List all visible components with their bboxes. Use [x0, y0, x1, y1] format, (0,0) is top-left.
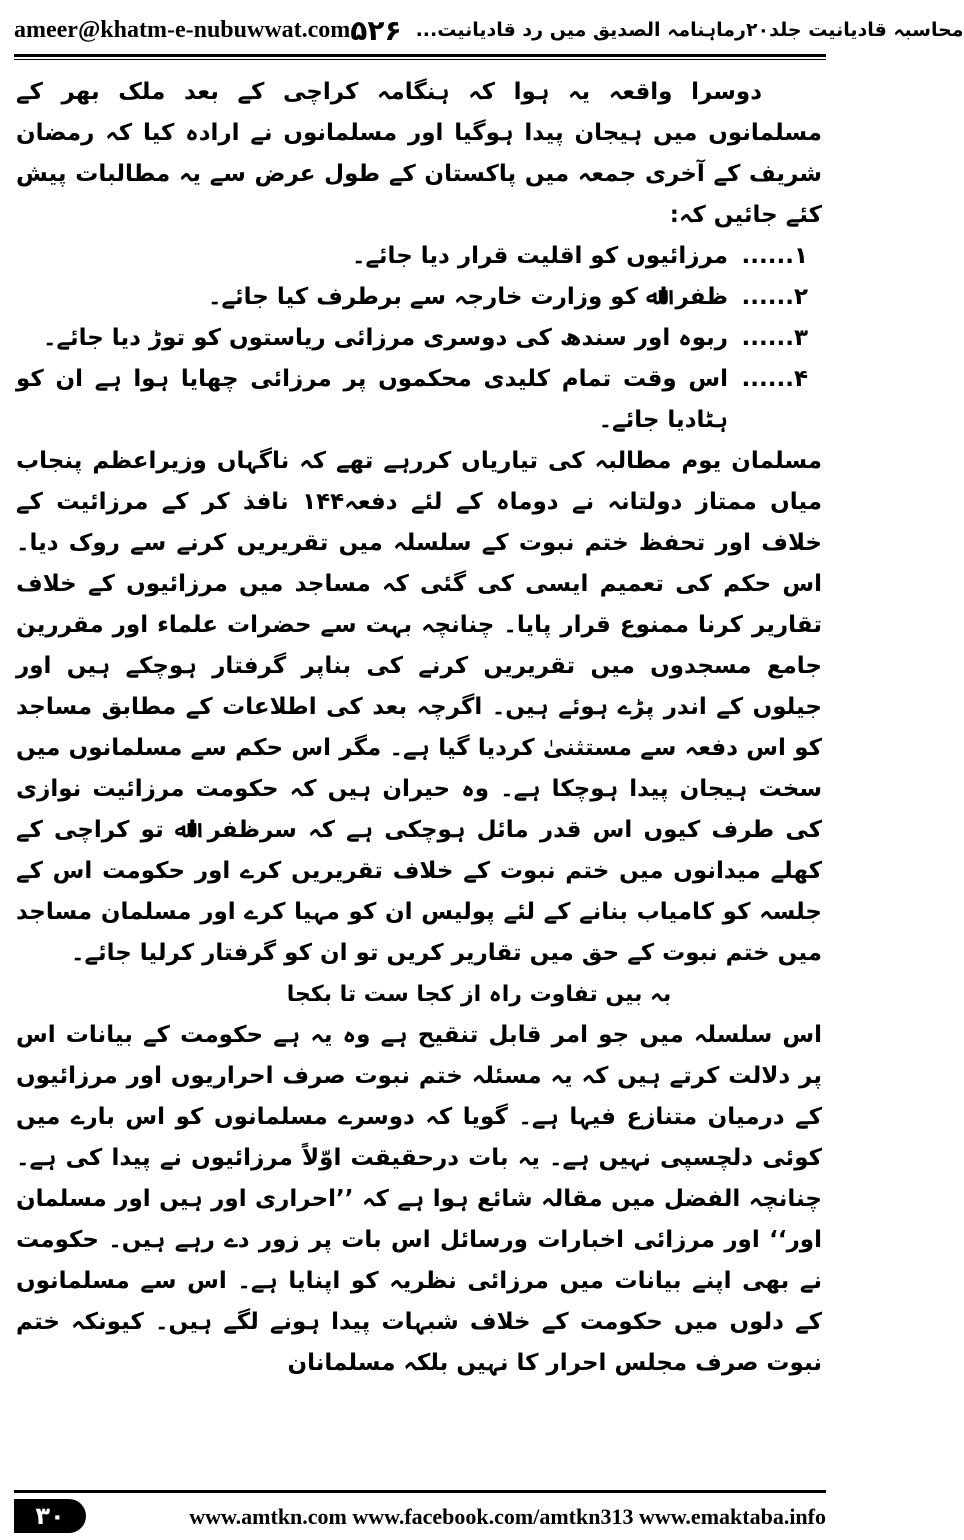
- header-rule: [14, 54, 826, 57]
- demand-number: ۱......: [741, 243, 808, 269]
- page-footer: [14, 1490, 826, 1534]
- demand-number: ۲......: [741, 284, 808, 310]
- page-body: [16, 72, 822, 1472]
- header-title: محاسبہ قادیانیت جلد۲۰رماہنامہ الصدیق میں رد قادیانیت...: [415, 19, 964, 41]
- demand-number: ۳......: [741, 325, 808, 351]
- paragraph-three: اس سلسلہ میں جو امر قابل تنقیح ہے وہ یہ ہے حکومت کے بیانات اس پر دلالت کرتے ہیں کہ یہ مسئلہ ختم نبوت صرف احراریوں اور مرزائیوں کے درمیان متنازع فیہا ہے۔ گویا کہ دوسرے مسلمانوں کو اس بارے میں کوئی دلچسپی نہیں ہے۔ یہ بات درحقیقت اوّلاً مرزائیوں نے پیدا کی ہے۔ چنانچہ الفضل میں مقالہ شائع ہوا ہے کہ ’’احراری اور ہیں اور مسلمان اور‘‘ اور مرزائی اخبارات ورسائل اس بات پر زور دے رہے ہیں۔ حکومت نے بھی اپنے بیانات میں مرزائی نظریہ کو اپنایا ہے۔ اس سے مسلمانوں کے دلوں میں حکومت کے خلاف شبہات پیدا ہونے لگے ہیں۔ کیونکہ ختم نبوت صرف مجلس احرار کا نہیں بلکہ مسلمانان: [16, 1022, 822, 1376]
- intro-paragraph: دوسرا واقعہ یہ ہوا کہ ہنگامہ کراچی کے بعد ملک بھر کے مسلمانوں میں ہیجان پیدا ہوگیا اور مسلمانوں نے ارادہ کیا کہ رمضان شریف کے آخری جمعہ میں پاکستان کے طول عرض سے یہ مطالبات پیش کئے جائیں کہ:: [16, 79, 822, 228]
- demand-text: ظفر اﷲ کو وزارت خارجہ سے برطرف کیا جائے۔: [208, 284, 728, 310]
- demand-number: ۴......: [741, 366, 808, 392]
- header-right: [350, 14, 963, 47]
- demand-item: [16, 359, 822, 441]
- demand-item: [16, 236, 822, 277]
- persian-verse: بہ بیں تفاوت راہ از کجا ست تا بکجا: [286, 982, 672, 1007]
- demand-text: مرزائیوں کو اقلیت قرار دیا جائے۔: [351, 243, 728, 269]
- demand-text: ربوہ اور سندھ کی دوسری مرزائی ریاستوں کو توڑ دیا جائے۔: [43, 325, 728, 351]
- footer-page-number: ۳۰: [14, 1499, 86, 1533]
- header-page-number: ۵۲۶: [350, 13, 402, 47]
- demand-item: [16, 277, 822, 318]
- demand-text: اس وقت تمام کلیدی محکموں پر مرزائی چھایا ہوا ہے ان کو ہٹادیا جائے۔: [16, 366, 728, 433]
- header-rule-thin: [14, 59, 826, 60]
- header-email: ameer@khatm-e-nubuwwat.com: [14, 16, 351, 43]
- page-header: [14, 12, 964, 48]
- footer-links: www.amtkn.com www.facebook.com/amtkn313 www.emaktaba.info: [189, 1504, 826, 1529]
- footer-rule: [14, 1490, 826, 1493]
- demand-item: [16, 318, 822, 359]
- paragraph-two: مسلمان یوم مطالبہ کی تیاریاں کررہے تھے کہ ناگہاں وزیراعظم پنجاب میاں ممتاز دولتانہ نے دوماہ کے لئے دفعہ۱۴۴ نافذ کر کے مرزائیت کے خلاف اور تحفظ ختم نبوت کے سلسلہ میں تقریریں کرنے سے روک دیا۔ اس حکم کی تعمیم ایسی کی گئی کہ مساجد میں مرزائیوں کے خلاف تقاریر کرنا ممنوع قرار پایا۔ چنانچہ بہت سے حضرات علماء اور مقررین جامع مسجدوں میں تقریریں کرنے کی بناپر گرفتار ہوچکے ہیں اور جیلوں کے اندر پڑے ہوئے ہیں۔ اگرچہ بعد کی اطلاعات کے مطابق مساجد کو اس دفعہ سے مستثنیٰ کردیا گیا ہے۔ مگر اس حکم سے مسلمانوں میں سخت ہیجان پیدا ہوچکا ہے۔ وہ حیران ہیں کہ حکومت مرزائیت نوازی کی طرف کیوں اس قدر مائل ہوچکی ہے کہ سرظفر اﷲ تو کراچی کے کھلے میدانوں میں ختم نبوت کے خلاف تقریریں کرے اور حکومت اس کے جلسہ کو کامیاب بنانے کے لئے پولیس ان کو مہیا کرے اور مسلمان مساجد میں ختم نبوت کے حق میں تقاریر کریں تو ان کو گرفتار کرلیا جائے۔: [16, 448, 822, 966]
- demands-list: [16, 236, 822, 441]
